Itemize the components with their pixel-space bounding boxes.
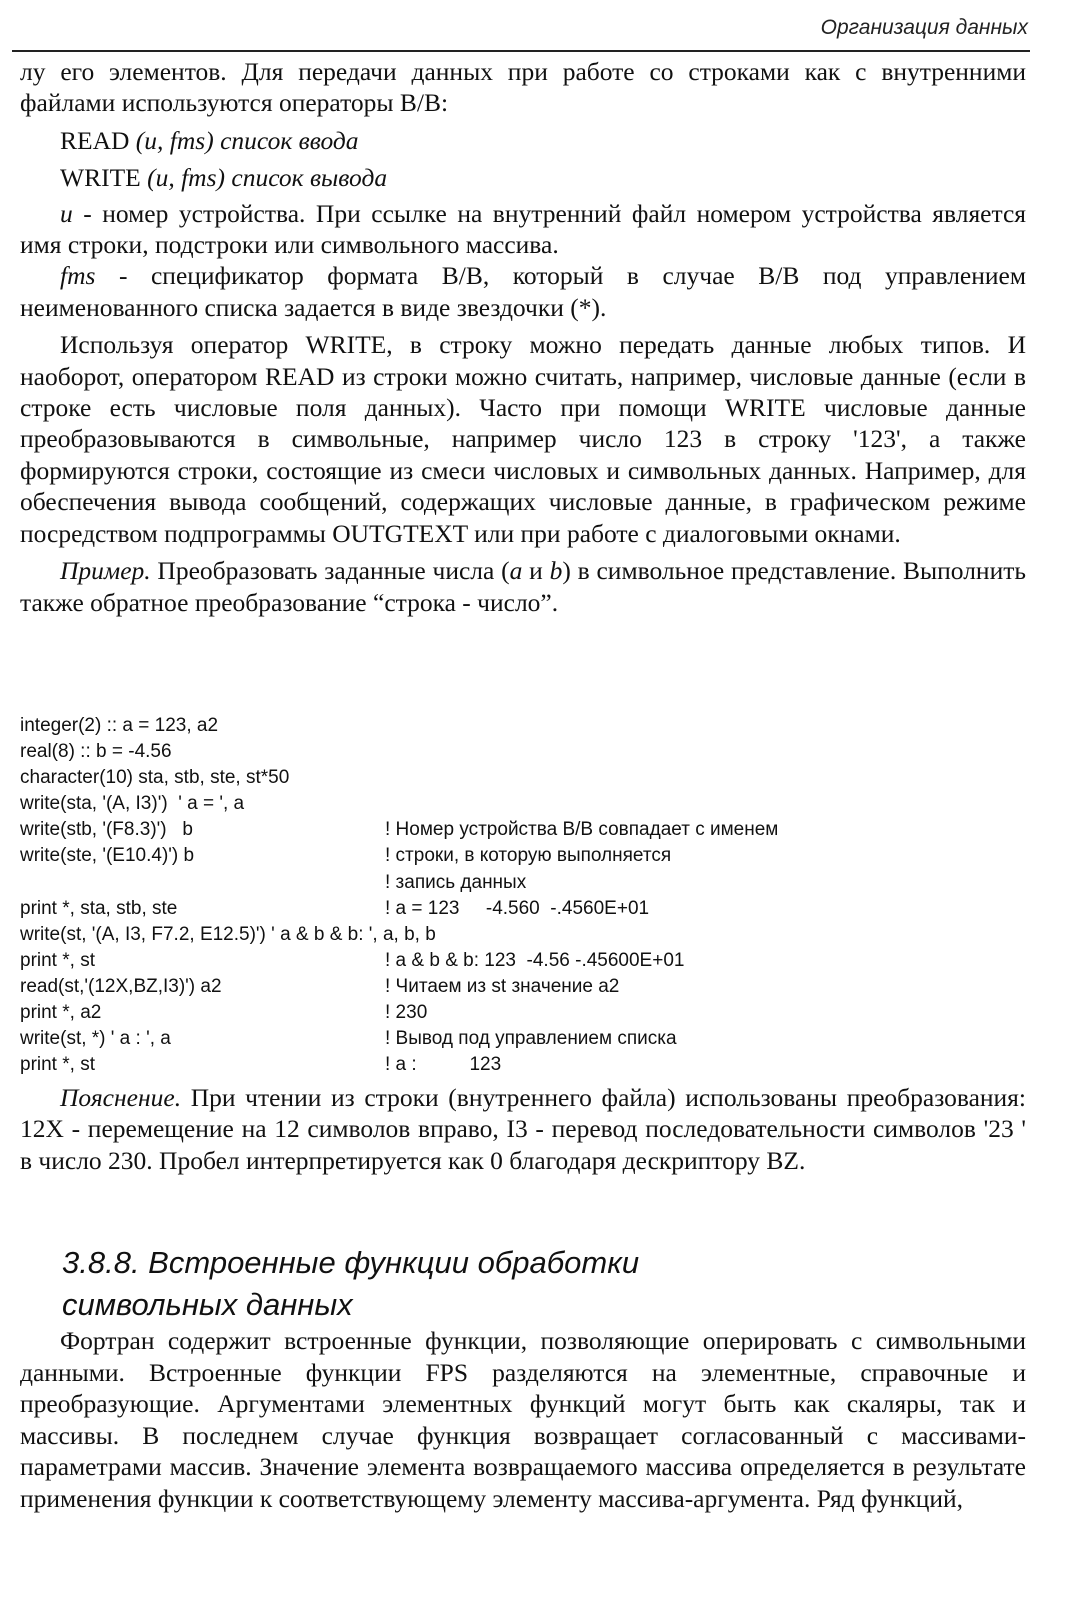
code-text — [20, 870, 385, 896]
code-comment: ! 230 — [385, 1002, 428, 1024]
example-var-b: b — [549, 556, 563, 586]
section-title-line-2: символьных данных — [62, 1287, 353, 1322]
code-line — [20, 739, 1030, 765]
u-text: - номер устройства. При ссылке на внутренний файл номером устройства является имя строки, подстроки или символьного массива. — [20, 198, 1026, 260]
write-keyword: WRITE — [60, 163, 141, 193]
explanation-label: Пояснение. — [60, 1083, 182, 1112]
code-comment — [385, 765, 1030, 791]
header-rule — [12, 50, 1030, 52]
code-text: print *, st — [20, 1054, 95, 1076]
write-args: (u, fms) — [147, 163, 226, 193]
code-comment — [385, 739, 1030, 765]
code-comment: ! Вывод под управлением списка — [385, 1028, 677, 1050]
code-comment: ! строки, в которую выполняется — [385, 845, 672, 867]
code-line — [20, 791, 1030, 817]
code-line — [20, 817, 1030, 843]
section-body — [20, 1325, 1026, 1515]
fms-definition — [20, 260, 1026, 323]
code-text: print *, a2 — [20, 1002, 102, 1024]
code-text: write(st, '(A, I3, F7.2, E12.5)') ' a & b & b: ', a, b, b — [20, 923, 436, 945]
section-heading — [62, 1242, 962, 1326]
code-text: write(sta, '(A, I3)') ' a = ', a — [20, 793, 245, 815]
example-and: и — [522, 556, 550, 586]
code-line — [20, 765, 1030, 791]
code-text: write(stb, '(F8.3)') b — [20, 819, 194, 841]
section-paragraph: Фортран содержит встроенные функции, позволяющие оперировать с символьными данными. Встроенные функции FPS разделяются на элементные, справочные и преобразующие. Аргументами элементных функций могут быть как скаляры, так и массивы. В последнем случае функция возвращает согласованный с массивами-параметрами массив. Значение элемента возвращаемого массива определяется в результате применения функции к соответствующему элементу массива-аргумента. Ряд функций, — [20, 1326, 1026, 1513]
code-text: write(ste, '(E10.4)') b — [20, 845, 195, 867]
example-text-1: Преобразовать заданные числа ( — [150, 556, 510, 586]
u-term: u — [60, 198, 73, 228]
code-comment — [385, 713, 1030, 739]
code-listing — [20, 713, 1030, 1078]
code-text: print *, sta, stb, ste — [20, 897, 178, 919]
read-keyword: READ — [60, 125, 130, 155]
fms-text: - спецификатор формата В/В, который в случае В/В под управлением неименованного списка задается в виде звездочки (*). — [20, 261, 1026, 322]
explanation-paragraph — [20, 1082, 1026, 1176]
example-text-2: ) в символьное представление. Выполнить также обратное преобразование “строка - число”. — [20, 556, 1026, 617]
code-comment: ! a : 123 — [385, 1054, 502, 1076]
code-line — [20, 1052, 1030, 1078]
example-label: Пример. — [60, 556, 151, 586]
u-definition — [20, 198, 1026, 261]
read-statement — [20, 125, 1026, 156]
read-args: (u, fms) — [135, 125, 214, 155]
running-header: Организация данных — [820, 16, 1028, 39]
explanation-section — [20, 1082, 1026, 1176]
code-text: print *, st — [20, 949, 95, 971]
code-line — [20, 1026, 1030, 1052]
code-comment: ! Читаем из st значение a2 — [385, 975, 620, 997]
write-desc: список вывода — [231, 163, 388, 193]
read-desc: список ввода — [220, 125, 359, 155]
code-line — [20, 1000, 1030, 1026]
intro-paragraph: лу его элементов. Для передачи данных при работе со строками как с внутренними файлами используются операторы В/В: — [20, 57, 1026, 118]
code-line — [20, 974, 1030, 1000]
code-comment: ! Номер устройства В/В совпадает с именем — [385, 819, 779, 841]
section-title-line-1: 3.8.8. Встроенные функции обработки — [62, 1245, 640, 1280]
code-text: read(st,'(12X,BZ,I3)') a2 — [20, 975, 222, 997]
code-text: real(8) :: b = -4.56 — [20, 741, 172, 763]
code-comment — [385, 791, 1030, 817]
code-comment: ! a & b & b: 123 -4.56 -.45600E+01 — [385, 949, 685, 971]
code-text: integer(2) :: a = 123, a2 — [20, 715, 219, 736]
code-line — [20, 948, 1030, 974]
write-statement — [20, 162, 1026, 193]
explanation-text: При чтении из строки (внутреннего файла) использованы преобразования: 12X - перемещение на 12 символов вправо, I3 - перевод последовательности символов '23 ' в число 230. Пробел интерпретируется как 0 благодаря дескриптору BZ. — [20, 1083, 1026, 1175]
example-paragraph — [20, 555, 1026, 618]
code-line — [20, 896, 1030, 922]
fms-term: fms — [60, 261, 96, 291]
code-line — [20, 713, 1030, 739]
example-var-a: a — [509, 556, 523, 586]
code-comment: ! a = 123 -4.560 -.4560E+01 — [385, 897, 650, 919]
write-paragraph: Используя оператор WRITE, в строку можно передать данные любых типов. И наоборот, оператором READ из строки можно считать, например, числовые данные (если в строке есть числовые поля данных). Часто при помощи WRITE числовые данные преобразовываются в символьные, например число 123 в строку '123', а также формируются строки, состоящие из смеси числовых и символьных данных. Например, для обеспечения вывода сообщений, содержащих числовые данные, в графическом режиме посредством подпрограммы OUTGTEXT или при работе с диалоговыми окнами. — [20, 330, 1026, 548]
code-line-full — [20, 922, 1030, 948]
code-text: write(st, *) ' a : ', a — [20, 1028, 171, 1050]
code-line — [20, 843, 1030, 869]
code-line — [20, 870, 1030, 896]
code-comment: ! запись данных — [385, 871, 527, 893]
intro-section — [20, 56, 1026, 618]
code-text: character(10) sta, stb, ste, st*50 — [20, 767, 290, 789]
